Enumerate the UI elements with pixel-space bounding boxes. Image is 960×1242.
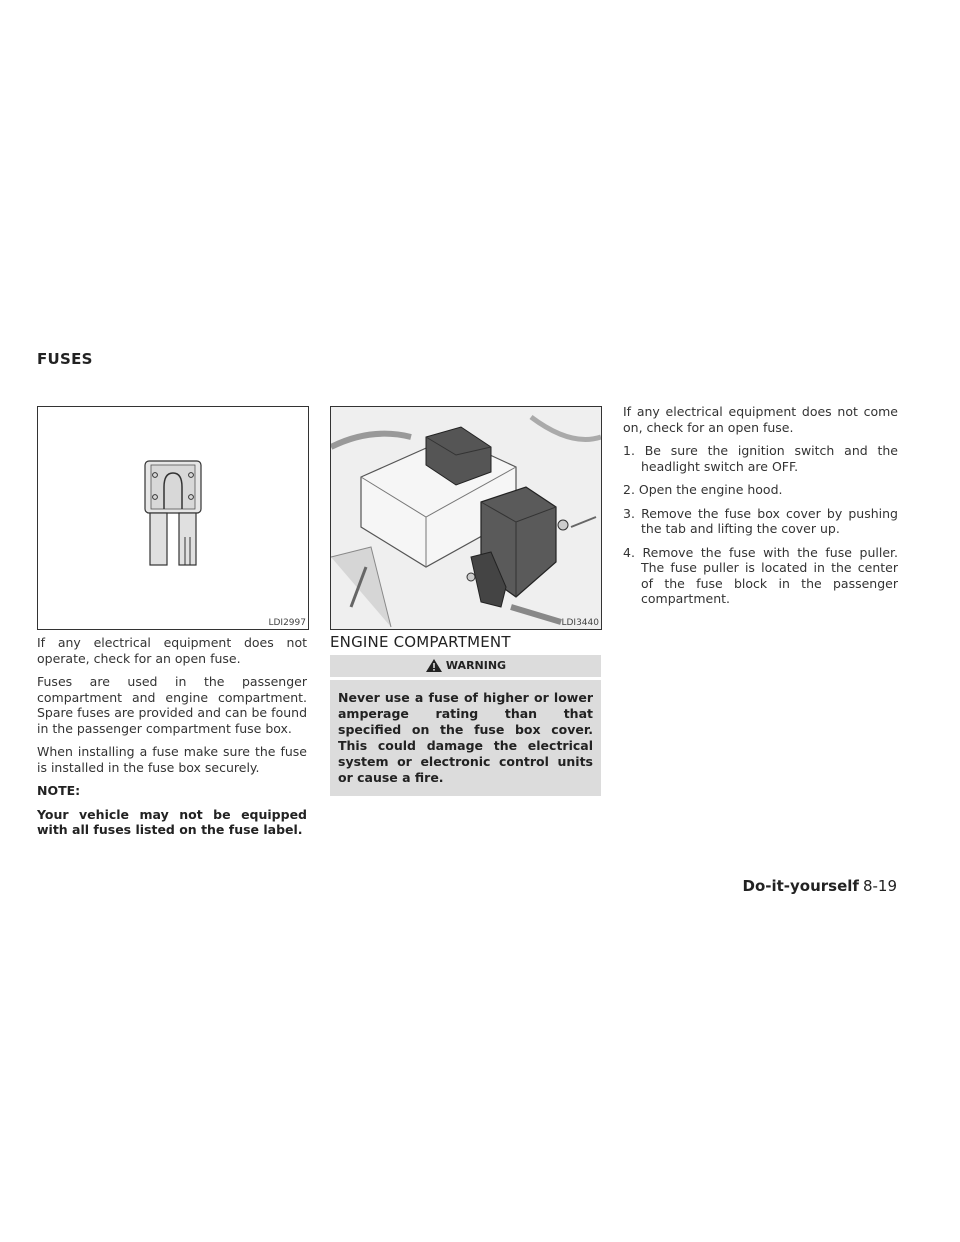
step-item: 3. Remove the fuse box cover by pushing the tab and lifting the cover up.: [623, 505, 898, 536]
page-number: 8-19: [862, 877, 897, 895]
warning-icon: [425, 658, 443, 673]
page-footer: [743, 877, 898, 895]
column-right: [623, 404, 898, 615]
step-item: 2. Open the engine hood.: [623, 482, 783, 497]
step-item: 1. Be sure the ignition switch and the headlight switch are OFF.: [623, 443, 898, 474]
step-item: 4. Remove the fuse with the fuse puller. The fuse puller is located in the center of the fuse block in the passenger compartment.: [623, 544, 898, 606]
warning-header: [330, 655, 601, 677]
figure-code: LDI2997: [268, 618, 306, 628]
warning-text: Never use a fuse of higher or lower amperage rating than that specified on the fuse box cover. This could damage the electrical system or electronic control units or cause a fire.: [330, 680, 601, 796]
note-title: NOTE:: [37, 783, 81, 798]
fuse-illustration: [38, 407, 308, 629]
note-body: Your vehicle may not be equipped with all fuses listed on the fuse label.: [37, 806, 307, 837]
engine-compartment-figure: [330, 406, 602, 630]
section-title: FUSES: [37, 350, 93, 368]
column-left: [37, 635, 307, 846]
engine-compartment-illustration: [331, 407, 601, 629]
paragraph: Fuses are used in the passenger compartment and engine compartment. Spare fuses are provided and can be found in the passenger compartment fuse box.: [37, 674, 307, 736]
paragraph: If any electrical equipment does not operate, check for an open fuse.: [37, 635, 307, 666]
subsection-heading: ENGINE COMPARTMENT: [330, 633, 511, 651]
step-list: [623, 443, 898, 607]
footer-section: Do-it-yourself: [742, 877, 859, 895]
fuse-figure: [37, 406, 309, 630]
paragraph: If any electrical equipment does not come on, check for an open fuse.: [623, 404, 898, 435]
warning-label: WARNING: [445, 658, 507, 672]
paragraph: When installing a fuse make sure the fuse is installed in the fuse box securely.: [37, 744, 307, 775]
column-middle: [330, 635, 601, 796]
figure-code: LDI3440: [561, 618, 599, 628]
